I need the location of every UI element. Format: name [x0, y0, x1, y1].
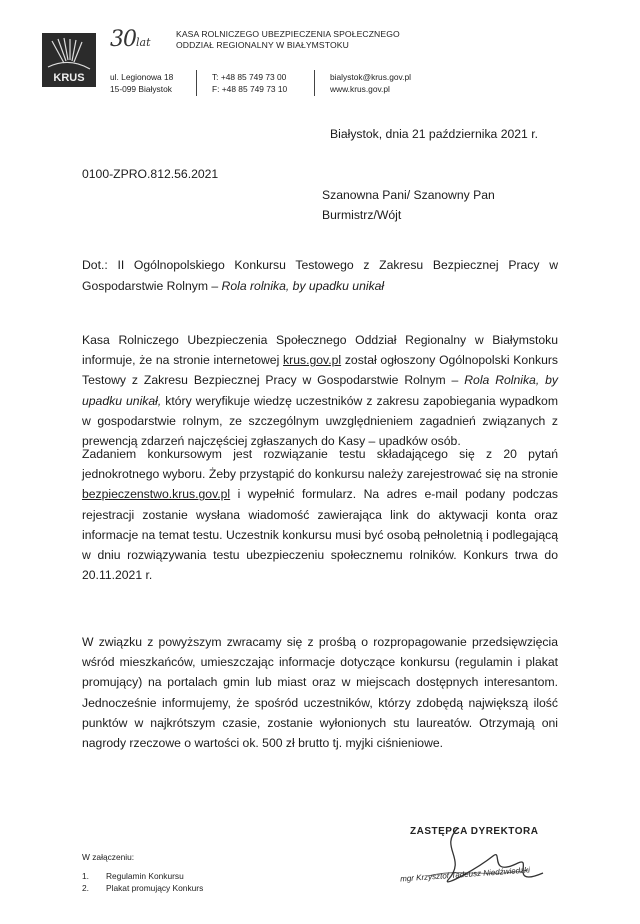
enclosures-title: W załączeniu:: [82, 852, 135, 862]
stamp-role: ZASTĘPCA DYREKTORA: [410, 826, 539, 837]
paragraph-2: [82, 444, 558, 585]
registration-link: bezpieczenstwo.krus.gov.pl: [82, 487, 231, 502]
paragraph-1-text-a: Kasa Rolniczego Ubezpieczenia Społecznego Oddział Regionalny w Białymstoku informuje, że na stronie internetowej: [82, 333, 558, 368]
enclosure-number: 2.: [82, 883, 89, 893]
recipient-title: Burmistrz/Wójt: [322, 208, 402, 222]
enclosure-number: 1.: [82, 871, 89, 881]
list-item: [82, 882, 203, 894]
paragraph-2-text-a: Zadaniem konkursowym jest rozwiązanie testu składającego się z 20 pytań jednokrotnego wyboru. Żeby przystąpić do konkursu należy zarejestrować się na stronie: [82, 447, 558, 482]
phone-info: [212, 71, 287, 95]
contest-motto: Rola Rolnika, by upadku unikał,: [82, 373, 558, 408]
paragraph-3: W związku z powyższym zwracamy się z prośbą o rozpropagowanie przedsięwzięcia wśród mieszkańców, umieszczając informacje dotyczące konkursu (regulamin i plakat promujący) na portalach gmin lub miast oraz w miejscach dostępnych interesantom. Jednocześnie informujemy, że spośród uczestników, którzy zdobędą największą ilość punktów w najkrótszym czasie, zostanie wyłonionych stu laureatów. Otrzymają oni nagrody rzeczowe o wartości ok. 500 zł brutto tj. myjki ciśnieniowe.: [82, 635, 558, 751]
logo-text: KRUS: [53, 72, 85, 84]
address-street: ul. Legionowa 18: [110, 72, 174, 82]
institution-name: [176, 29, 400, 51]
enclosure-label: Regulamin Konkursu: [106, 871, 184, 881]
anniversary-number: 30: [110, 27, 136, 52]
postal-address: [110, 71, 173, 95]
institution-line-2: ODDZIAŁ REGIONALNY W BIAŁYMSTOKU: [176, 40, 349, 50]
paragraph-2-text-b: i wypełnić formularz. Na adres e-mail podany podczas rejestracji zostanie wysłana wiadomość zawierająca link do aktywacji konta oraz informacje na temat testu. Uczestnik konkursu musi być osobą pełnoletnią i podlegającą w dniu rozwiązywania testu ubezpieczeniu społecznemu rolników. Konkurs trwa do 20.11.2021 r.: [82, 487, 558, 583]
letter-subject: [82, 255, 558, 297]
paragraph-1-text-b: został ogłoszony Ogólnopolski Konkurs Testowy z Zakresu Bezpiecznej Pracy w Gospodarstwie Rolnym –: [82, 353, 559, 388]
address-city: 15-099 Białystok: [110, 84, 172, 94]
website-address: www.krus.gov.pl: [330, 84, 390, 94]
stamp-name: mgr Krzysztof Tadeusz Niedźwiedzki: [399, 865, 531, 884]
krus-logo: [42, 33, 96, 87]
paragraph-1-text-c: który weryfikuje wiedzę uczestników z zakresu zapobiegania wypadkom w gospodarstwie rolnym, ze szczególnym uwzględnieniem zagadnień związanych z prewencją zdarzeń najczęściej zgłaszanych do Kasy – upadków osób.: [82, 393, 558, 449]
subject-motto: Rola rolnika, by upadku unikał: [221, 279, 385, 293]
header-divider: [314, 70, 315, 96]
list-item: [82, 870, 203, 882]
fax-number: F: +48 85 749 73 10: [212, 84, 288, 94]
official-stamp: [398, 818, 548, 898]
institution-line-1: KASA ROLNICZEGO UBEZPIECZENIA SPOŁECZNEGO: [176, 29, 400, 39]
online-info: [330, 71, 411, 95]
krus-link: krus.gov.pl: [283, 353, 342, 368]
enclosure-label: Plakat promujący Konkurs: [106, 883, 204, 893]
anniversary-word: lat: [136, 36, 151, 49]
phone-number: T: +48 85 749 73 00: [212, 72, 287, 82]
anniversary-mark: [110, 27, 151, 52]
enclosures-list: [82, 870, 203, 894]
recipient-salutation: Szanowna Pani/ Szanowny Pan: [322, 188, 495, 202]
header-divider: [196, 70, 197, 96]
place-date: Białystok, dnia 21 października 2021 r.: [330, 127, 538, 141]
email-address: bialystok@krus.gov.pl: [330, 72, 411, 82]
case-signature: 0100-ZPRO.812.56.2021: [82, 167, 219, 181]
subject-text: Dot.: II Ogólnopolskiego Konkursu Testowego z Zakresu Bezpiecznej Pracy w Gospodarstwie Rolnym –: [82, 258, 558, 293]
paragraph-1: [82, 330, 558, 451]
